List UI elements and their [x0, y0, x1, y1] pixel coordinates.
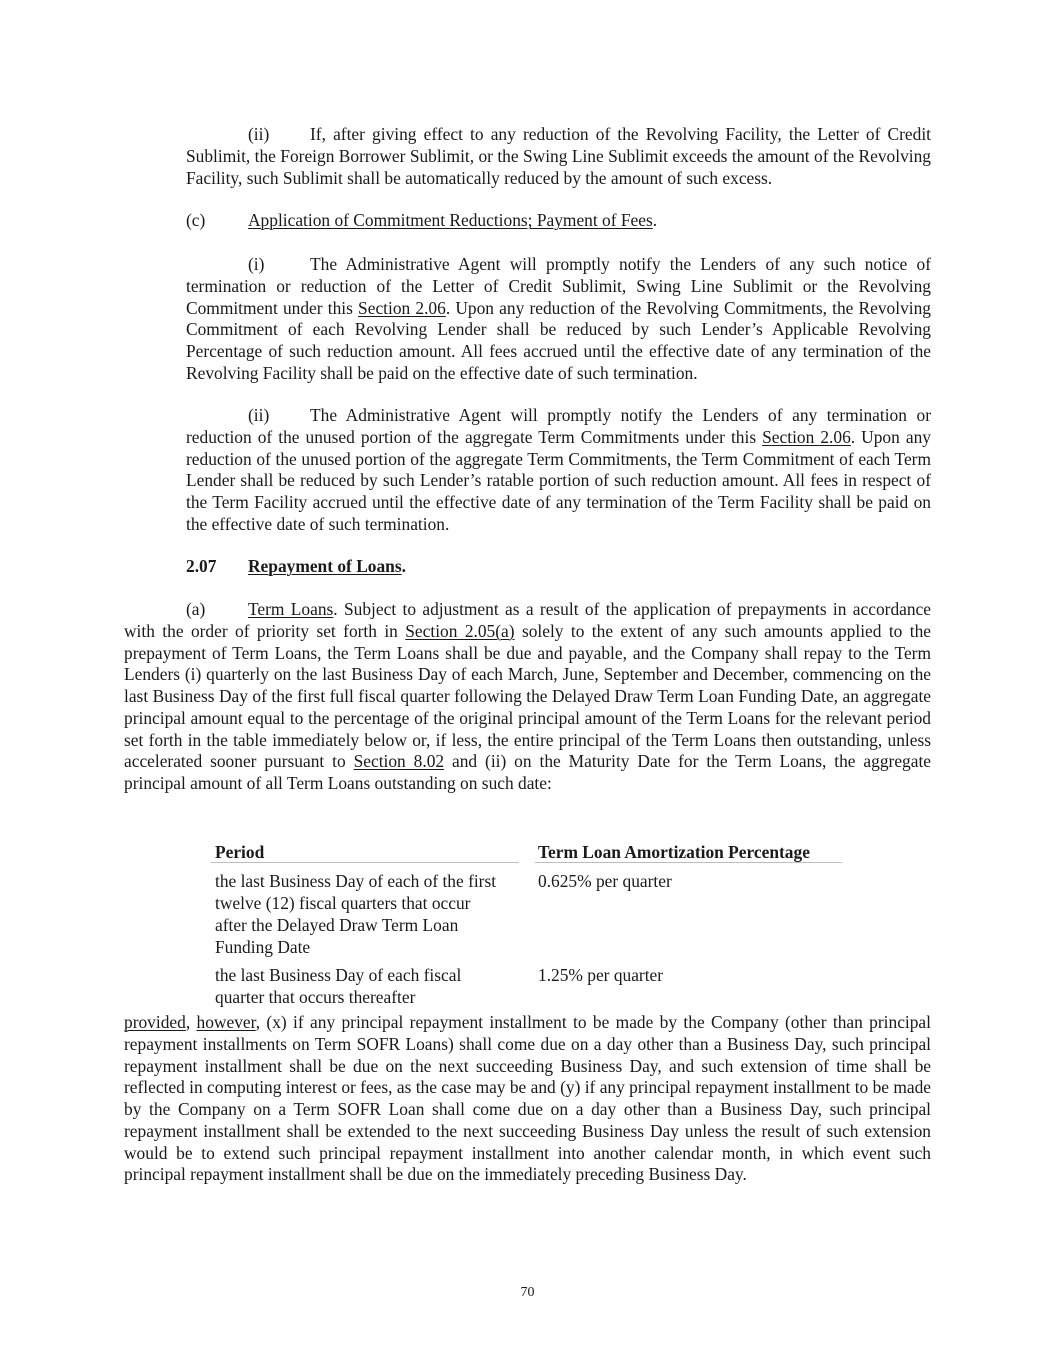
table-row-1-period: the last Business Day of each of the first twelve (12) fiscal quarters that occur after the Delayed Draw Term Loan Funding Date	[215, 871, 497, 957]
heading-title: Application of Commitment Reductions; Payment of Fees	[248, 210, 653, 230]
paragraph-c-ii	[186, 405, 931, 536]
paragraph-b-ii	[186, 124, 931, 189]
paragraph-number: (ii)	[248, 124, 270, 144]
paragraph-text: , (x) if any principal repayment installment to be made by the Company (other than principal repayment installments on Term SOFR Loans) shall come due on a day other than a Business Day, such principal repayment installment shall be due on the next succeeding Business Day, and such extension of time shall be reflected in computing interest or fees, as the case may be and (y) if any principal repayment installment to be made by the Company on a Term SOFR Loan shall come due on a day other than a Business Day, such principal repayment installment shall be extended to the next succeeding Business Day unless the result of such extension would be to extend such principal repayment installment into another calendar month, in which event such principal repayment installment shall be due on the immediately preceding Business Day.	[124, 1012, 931, 1185]
paragraph-a-term-loans	[124, 599, 931, 795]
paragraph-title: Term Loans	[248, 599, 334, 619]
section-title: Repayment of Loans	[248, 556, 402, 576]
paragraph-c-i	[186, 254, 931, 385]
proviso-word: provided	[124, 1012, 186, 1032]
heading-c	[186, 210, 931, 232]
section-reference: Section 2.06	[358, 297, 446, 318]
table-header-rule-left	[211, 862, 519, 863]
proviso-paragraph	[124, 1012, 931, 1186]
section-number: 2.07	[186, 556, 217, 576]
paragraph-text: . Subject to adjustment as a result of the application of prepayments in accordance with the order of priority set forth in	[124, 599, 931, 641]
page-number: 70	[520, 1285, 535, 1300]
section-period: .	[401, 556, 406, 576]
paragraph-number: (i)	[248, 254, 265, 274]
table-header-percentage: Term Loan Amortization Percentage	[538, 842, 810, 862]
table-header-period: Period	[215, 842, 265, 862]
paragraph-text: solely to the extent of any such amounts applied to the prepayment of Term Loans, the Term Loans shall be due and payable, and the Company shall repay to the Term Lenders (i) quarterly on the last Business Day of each March, June, September and December, commencing on the last Business Day of the first full fiscal quarter following the Delayed Draw Term Loan Funding Date, an aggregate principal amount equal to the percentage of the original principal amount of the Term Loans for the relevant period set forth in the table immediately below or, if less, the entire principal of the Term Loans then outstanding, unless accelerated sooner pursuant to	[124, 620, 932, 772]
table-header-rule-right	[535, 862, 842, 863]
paragraph-text: . Upon any reduction of the unused portion of the aggregate Term Commitments, the Term Commitment of each Term Lender shall be reduced by such Lender’s ratable portion of such reduction amount. All fees in respect of the Term Facility accrued until the effective date of any termination of the Term Facility shall be paid on the effective date of such termination.	[186, 426, 931, 534]
however-word: however	[196, 1012, 256, 1032]
paragraph-text: The Administrative Agent will promptly notify the Lenders of any such notice of termination or reduction of the Letter of Credit Sublimit, Swing Line Sublimit or the Revolving Commitment under this	[186, 254, 931, 318]
paragraph-text: and (ii) on the Maturity Date for the Term Loans, the aggregate principal amount of all Term Loans outstanding on such date:	[124, 751, 931, 793]
paragraph-text: . Upon any reduction of the Revolving Commitments, the Revolving Commitment of each Revolving Lender shall be reduced by such Lender’s Applicable Revolving Percentage of such reduction amount. All fees accrued until the effective date of any termination of the Revolving Facility shall be paid on the effective date of such termination.	[186, 297, 931, 383]
table-row-2-percentage: 1.25% per quarter	[538, 965, 664, 985]
paragraph-number: (ii)	[248, 405, 270, 425]
section-reference: Section 2.06	[762, 426, 851, 447]
table-row-2-period: the last Business Day of each fiscal quarter that occurs thereafter	[215, 965, 462, 1007]
paragraph-text: If, after giving effect to any reduction of the Revolving Facility, the Letter of Credit Sublimit, the Foreign Borrower Sublimit, or the Swing Line Sublimit exceeds the amount of the Revolving Facility, such Sublimit shall be automatically reduced by the amount of such excess.	[186, 124, 931, 188]
proviso-separator: ,	[185, 1012, 197, 1032]
heading-number: (c)	[186, 210, 206, 230]
table-row-1-percentage: 0.625% per quarter	[538, 871, 672, 891]
section-heading-207	[186, 556, 931, 578]
paragraph-number: (a)	[186, 599, 206, 619]
heading-period: .	[652, 210, 658, 230]
section-reference: Section 8.02	[353, 751, 445, 772]
paragraph-text: The Administrative Agent will promptly notify the Lenders of any termination or reduction of the unused portion of the aggregate Term Commitments under this	[186, 405, 931, 447]
section-reference: Section 2.05(a)	[405, 620, 515, 641]
